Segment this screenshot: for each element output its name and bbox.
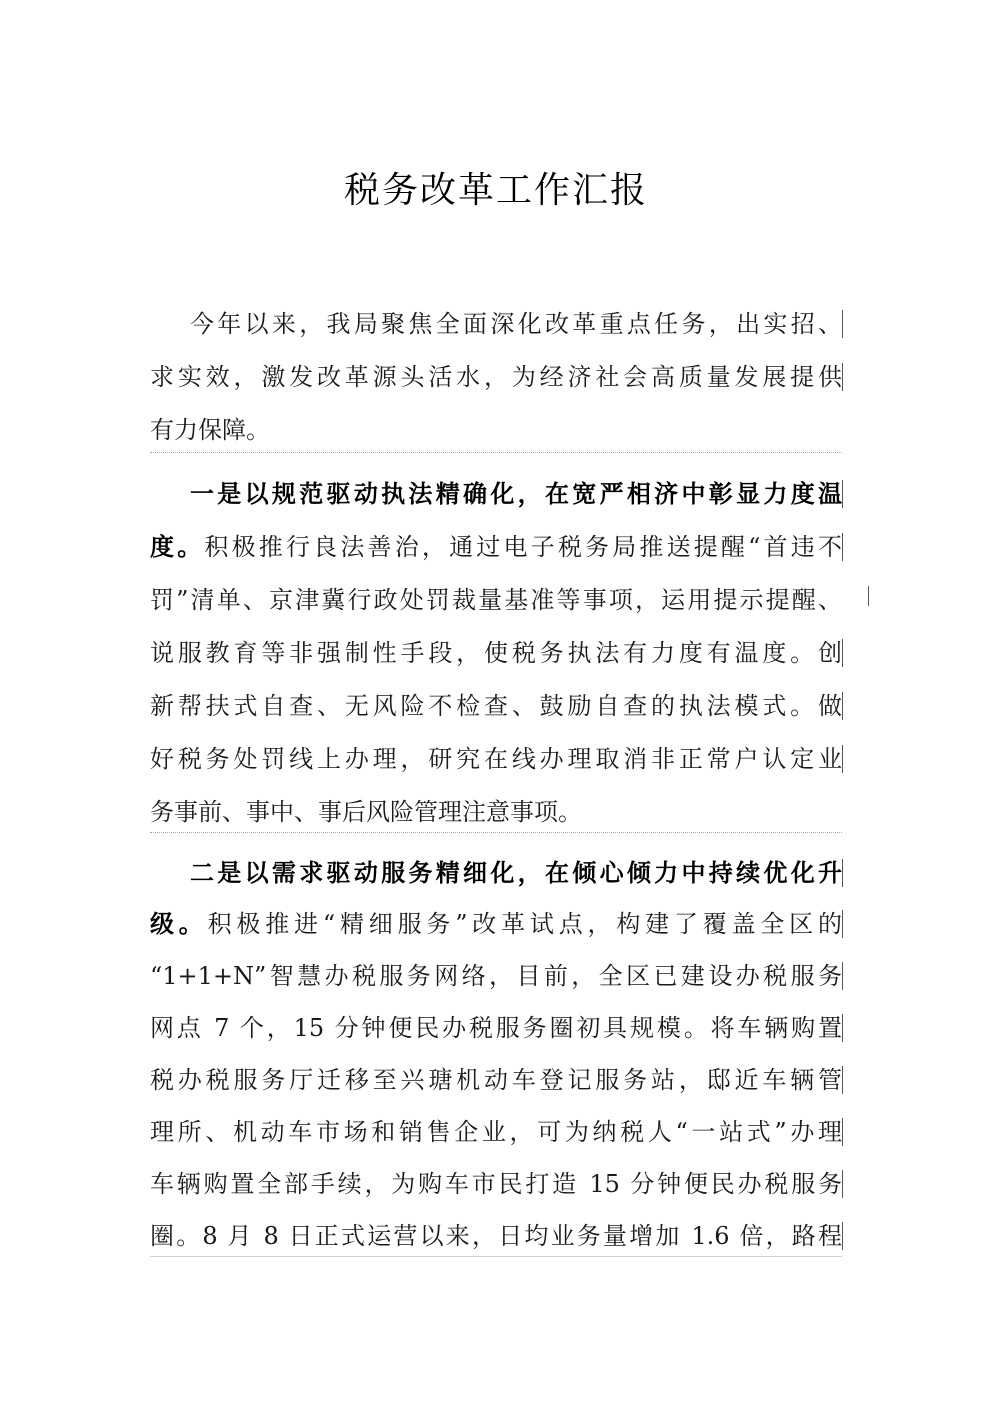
section2-line-6: 理所、机动车市场和销售企业，可为纳税人“一站式”办理	[150, 1118, 842, 1146]
line-edge-marker	[842, 533, 843, 561]
section1-heading-end: 度。	[150, 533, 205, 561]
section2-heading-end: 级。	[150, 910, 208, 938]
separator	[150, 832, 842, 833]
section2-line-2-text: 积极推进“精细服务”改革试点，构建了覆盖全区的	[207, 910, 842, 938]
section1-line-7: 务事前、事中、事后风险管理注意事项。	[150, 798, 582, 826]
intro-line-2: 求实效，激发改革源头活水，为经济社会高质量发展提供	[150, 363, 842, 391]
section1-line-6: 好税务处罚线上办理，研究在线办理取消非正常户认定业	[150, 745, 842, 773]
line-edge-marker	[842, 910, 843, 938]
section1-line-2	[150, 531, 842, 563]
line-edge-marker	[842, 745, 843, 773]
section2-line-7: 车辆购置全部手续，为购车市民打造 15 分钟便民办税服务	[150, 1170, 842, 1198]
line-edge-marker	[842, 962, 843, 990]
section2-heading: 二是以需求驱动服务精细化，在倾心倾力中持续优化升	[190, 859, 842, 887]
line-edge-marker	[842, 1170, 843, 1198]
section1-line-5: 新帮扶式自查、无风险不检查、鼓励自查的执法模式。做	[150, 692, 842, 720]
section2-line-2	[150, 908, 842, 940]
line-edge-marker	[842, 1014, 843, 1042]
section2-line-5: 税办税服务厅迁移至兴瑭机动车登记服务站，邸近车辆管	[150, 1066, 842, 1094]
section2-line-3: “1+1+N”智慧办税服务网络，目前，全区已建设办税服务	[150, 962, 842, 990]
line-edge-marker	[842, 1066, 843, 1094]
document-title: 税务改革工作汇报	[343, 170, 648, 211]
section2-line-4: 网点 7 个，15 分钟便民办税服务圈初具规模。将车辆购置	[150, 1014, 842, 1042]
line-edge-marker	[842, 1222, 843, 1250]
line-edge-marker	[842, 692, 843, 720]
line-edge-marker	[868, 586, 869, 606]
intro-line-3: 有力保障。	[150, 416, 270, 444]
line-edge-marker	[842, 310, 843, 338]
line-edge-marker	[842, 480, 843, 508]
line-edge-marker	[842, 1118, 843, 1146]
section2-line-8: 圈。8 月 8 日正式运营以来，日均业务量增加 1.6 倍，路程	[150, 1222, 842, 1250]
section1-line-4: 说服教育等非强制性手段，使税务执法有力度有温度。创	[150, 639, 842, 667]
line-edge-marker	[842, 363, 843, 391]
intro-line-1: 今年以来，我局聚焦全面深化改革重点任务，出实招、	[190, 310, 842, 338]
section1-heading: 一是以规范驱动执法精确化，在宽严相济中彰显力度温	[190, 480, 842, 508]
section1-line-3: 罚”清单、京津冀行政处罚裁量基准等事项，运用提示提醒、	[150, 586, 842, 614]
section1-line-2-text: 积极推行良法善治，通过电子税务局推送提醒“首违不	[204, 533, 842, 561]
separator	[150, 1256, 842, 1257]
separator	[150, 452, 842, 453]
line-edge-marker	[842, 639, 843, 667]
line-edge-marker	[842, 859, 843, 887]
